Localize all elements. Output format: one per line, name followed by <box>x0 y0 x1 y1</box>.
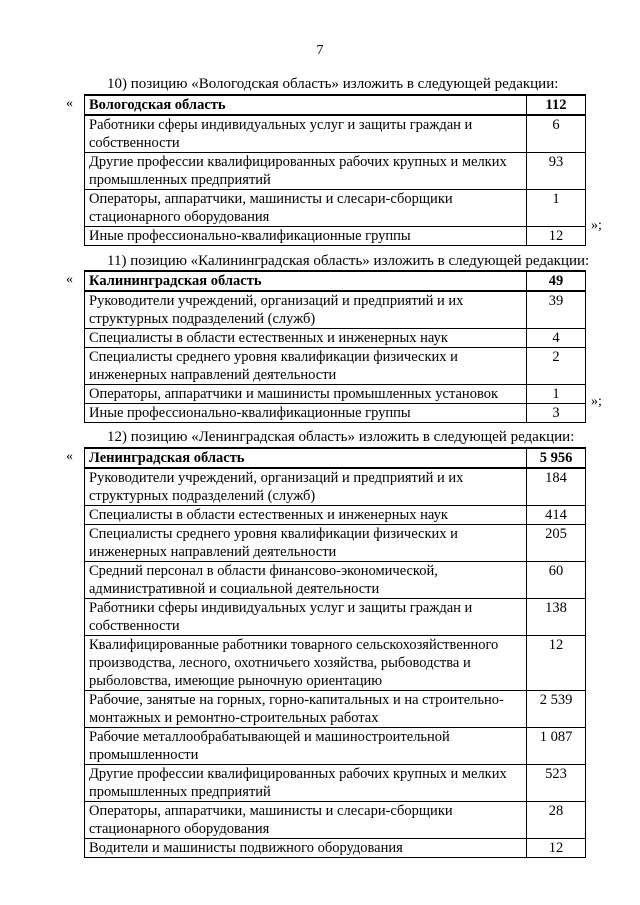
section-12-intro: 12) позицию «Ленинградская область» изложить в следующей редакции: <box>107 429 575 445</box>
row-value: 4 <box>527 329 586 348</box>
row-value: 138 <box>527 599 586 636</box>
row-name: Работники сферы индивидуальных услуг и защиты граждан и собственности <box>85 115 527 153</box>
section-12-table <box>84 447 586 858</box>
row-name: Операторы, аппаратчики, машинисты и слесари-сборщики стационарного оборудования <box>85 190 527 227</box>
row-name: Руководители учреждений, организаций и предприятий и их структурных подразделений (служб) <box>85 291 527 329</box>
region-name: Калининградская область <box>85 271 527 291</box>
row-value: 2 <box>527 348 586 385</box>
table-row <box>85 525 586 562</box>
row-value: 1 087 <box>527 728 586 765</box>
table-row <box>85 468 586 506</box>
row-value: 205 <box>527 525 586 562</box>
table-row <box>85 691 586 728</box>
table-row <box>85 348 586 385</box>
table-row <box>85 636 586 691</box>
row-value: 39 <box>527 291 586 329</box>
section-11-table <box>84 270 586 423</box>
section-10-intro: 10) позицию «Вологодская область» изложить в следующей редакции: <box>107 76 559 92</box>
row-name: Рабочие, занятые на горных, горно-капитальных и на строительно-монтажных и ремонтно-строительных работах <box>85 691 527 728</box>
table-row <box>85 599 586 636</box>
table-row <box>85 329 586 348</box>
table-row <box>85 802 586 839</box>
row-value: 414 <box>527 506 586 525</box>
table-header-row <box>85 271 586 291</box>
table-row <box>85 839 586 858</box>
row-value: 6 <box>527 115 586 153</box>
row-name: Руководители учреждений, организаций и предприятий и их структурных подразделений (служб) <box>85 468 527 506</box>
row-value: 1 <box>527 385 586 404</box>
row-name: Средний персонал в области финансово-экономической, административной и социальной деятельности <box>85 562 527 599</box>
row-value: 12 <box>527 636 586 691</box>
table-row <box>85 765 586 802</box>
table-row <box>85 190 586 227</box>
row-name: Рабочие металлообрабатывающей и машиностроительной промышленности <box>85 728 527 765</box>
table-row <box>85 404 586 423</box>
row-name: Квалифицированные работники товарного сельскохозяйственного производства, лесного, охотничьего хозяйства, рыбоводства и рыболовства, имеющие рыночную ориентацию <box>85 636 527 691</box>
row-name: Операторы, аппаратчики и машинисты промышленных установок <box>85 385 527 404</box>
row-name: Иные профессионально-квалификационные группы <box>85 227 527 246</box>
section-11-intro: 11) позицию «Калининградская область» изложить в следующей редакции: <box>107 253 590 269</box>
region-name: Вологодская область <box>85 95 527 115</box>
row-value: 2 539 <box>527 691 586 728</box>
table-row <box>85 562 586 599</box>
table-row <box>85 385 586 404</box>
region-total: 5 956 <box>527 448 586 468</box>
row-value: 3 <box>527 404 586 423</box>
row-value: 28 <box>527 802 586 839</box>
row-value: 60 <box>527 562 586 599</box>
region-total: 112 <box>527 95 586 115</box>
row-name: Операторы, аппаратчики, машинисты и слесари-сборщики стационарного оборудования <box>85 802 527 839</box>
region-total: 49 <box>527 271 586 291</box>
section-11-open-quote: « <box>66 272 73 287</box>
section-10-table <box>84 94 586 246</box>
row-value: 12 <box>527 839 586 858</box>
page-number: 7 <box>316 43 324 58</box>
row-value: 1 <box>527 190 586 227</box>
section-10-close-quote: »; <box>591 218 602 233</box>
table-header-row <box>85 95 586 115</box>
row-value: 523 <box>527 765 586 802</box>
row-value: 12 <box>527 227 586 246</box>
table-row <box>85 153 586 190</box>
table-row <box>85 291 586 329</box>
row-name: Иные профессионально-квалификационные группы <box>85 404 527 423</box>
row-name: Специалисты в области естественных и инженерных наук <box>85 329 527 348</box>
row-name: Другие профессии квалифицированных рабочих крупных и мелких промышленных предприятий <box>85 765 527 802</box>
table-row <box>85 728 586 765</box>
row-value: 93 <box>527 153 586 190</box>
region-name: Ленинградская область <box>85 448 527 468</box>
section-11-close-quote: »; <box>591 394 602 409</box>
table-row <box>85 506 586 525</box>
section-10-open-quote: « <box>66 96 73 111</box>
row-name: Водители и машинисты подвижного оборудования <box>85 839 527 858</box>
table-header-row <box>85 448 586 468</box>
row-name: Специалисты среднего уровня квалификации физических и инженерных направлений деятельности <box>85 348 527 385</box>
row-name: Специалисты среднего уровня квалификации физических и инженерных направлений деятельности <box>85 525 527 562</box>
section-12-open-quote: « <box>66 449 73 464</box>
row-name: Другие профессии квалифицированных рабочих крупных и мелких промышленных предприятий <box>85 153 527 190</box>
row-name: Специалисты в области естественных и инженерных наук <box>85 506 527 525</box>
row-name: Работники сферы индивидуальных услуг и защиты граждан и собственности <box>85 599 527 636</box>
table-row <box>85 227 586 246</box>
table-row <box>85 115 586 153</box>
row-value: 184 <box>527 468 586 506</box>
